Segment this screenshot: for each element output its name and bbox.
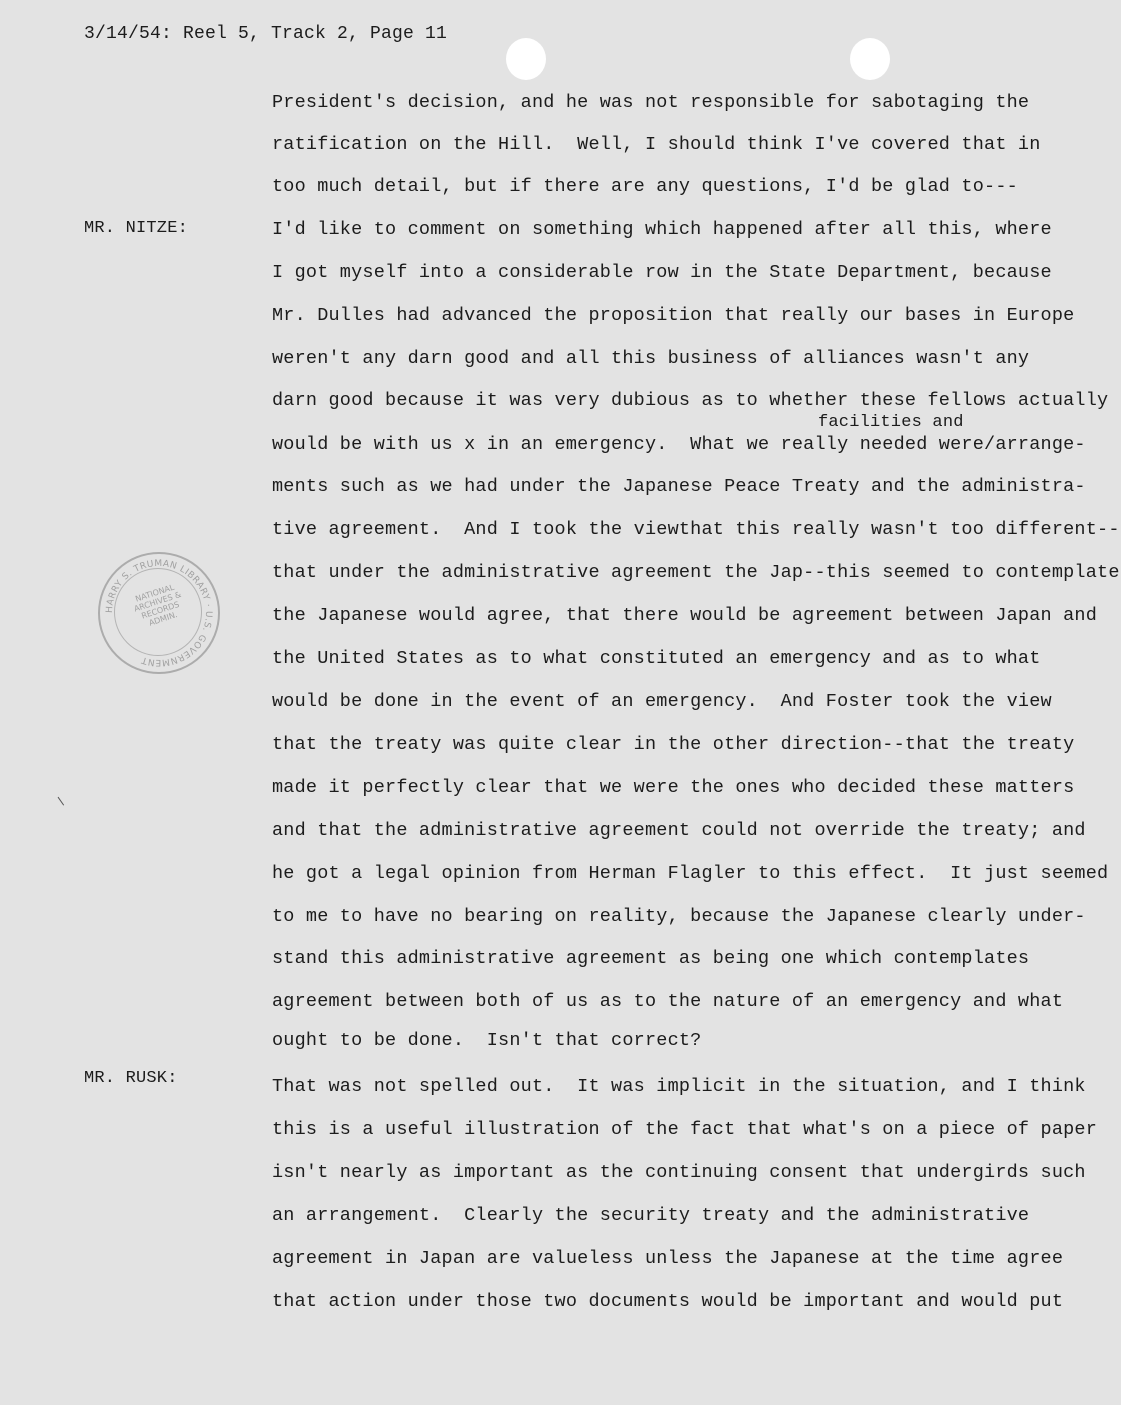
text-line-26: isn't nearly as important as the continuing consent that undergirds such xyxy=(272,1162,1086,1183)
text-line-2: ratification on the Hill. Well, I should think I've covered that in xyxy=(272,134,1041,155)
text-line-18: and that the administrative agreement could not override the treaty; and xyxy=(272,820,1086,841)
text-line-8: darn good because it was very dubious as to whether these fellows actually xyxy=(272,390,1109,411)
text-line-22: agreement between both of us as to the nature of an emergency and what xyxy=(272,991,1064,1012)
speaker-label-nitze: MR. NITZE: xyxy=(84,219,189,238)
text-line-27: an arrangement. Clearly the security treaty and the administrative xyxy=(272,1205,1030,1226)
text-line-16: that the treaty was quite clear in the other direction--that the treaty xyxy=(272,734,1075,755)
text-line-12: that under the administrative agreement the Jap--this seemed to contemplate xyxy=(272,562,1120,583)
text-line-5: I got myself into a considerable row in the State Department, because xyxy=(272,262,1052,283)
text-line-23: ought to be done. Isn't that correct? xyxy=(272,1030,702,1051)
text-line-24: That was not spelled out. It was implicit in the situation, and I think xyxy=(272,1076,1086,1097)
text-line-14: the United States as to what constituted an emergency and as to what xyxy=(272,648,1041,669)
text-line-29: that action under those two documents would be important and would put xyxy=(272,1291,1064,1312)
punch-hole-left xyxy=(506,38,546,80)
text-line-13: the Japanese would agree, that there would be agreement between Japan and xyxy=(272,605,1098,626)
speaker-label-rusk: MR. RUSK: xyxy=(84,1069,178,1088)
stamp-ring-label: HARRY S. TRUMAN LIBRARY · U.S. GOVERNMENT xyxy=(104,558,214,668)
text-line-19: he got a legal opinion from Herman Flagler to this effect. It just seemed xyxy=(272,863,1109,884)
text-line-4: I'd like to comment on something which happened after all this, where xyxy=(272,219,1052,240)
text-line-6: Mr. Dulles had advanced the proposition that really our bases in Europe xyxy=(272,305,1075,326)
text-line-7: weren't any darn good and all this business of alliances wasn't any xyxy=(272,348,1030,369)
handwritten-insertion: facilities and xyxy=(818,413,964,432)
text-line-11: tive agreement. And I took the viewthat this really wasn't too different-- xyxy=(272,519,1120,540)
text-line-20: to me to have no bearing on reality, because the Japanese clearly under- xyxy=(272,906,1086,927)
text-line-28: agreement in Japan are valueless unless the Japanese at the time agree xyxy=(272,1248,1064,1269)
text-line-9: would be with us x in an emergency. What we really needed were/arrange- xyxy=(272,434,1086,455)
text-line-25: this is a useful illustration of the fact that what's on a piece of paper xyxy=(272,1119,1098,1140)
stamp-center-text: NATIONAL ARCHIVES & RECORDS ADMIN. xyxy=(132,582,183,628)
text-line-1: President's decision, and he was not responsible for sabotaging the xyxy=(272,92,1030,113)
text-line-15: would be done in the event of an emergency. And Foster took the view xyxy=(272,691,1052,712)
punch-hole-right xyxy=(850,38,890,80)
text-line-21: stand this administrative agreement as being one which contemplates xyxy=(272,948,1030,969)
library-seal-stamp xyxy=(98,552,220,674)
page-header: 3/14/54: Reel 5, Track 2, Page 11 xyxy=(84,24,448,44)
text-line-10: ments such as we had under the Japanese Peace Treaty and the administra- xyxy=(272,476,1086,497)
text-line-17: made it perfectly clear that we were the ones who decided these matters xyxy=(272,777,1075,798)
text-line-3: too much detail, but if there are any questions, I'd be glad to--- xyxy=(272,176,1018,197)
margin-mark xyxy=(58,794,68,805)
